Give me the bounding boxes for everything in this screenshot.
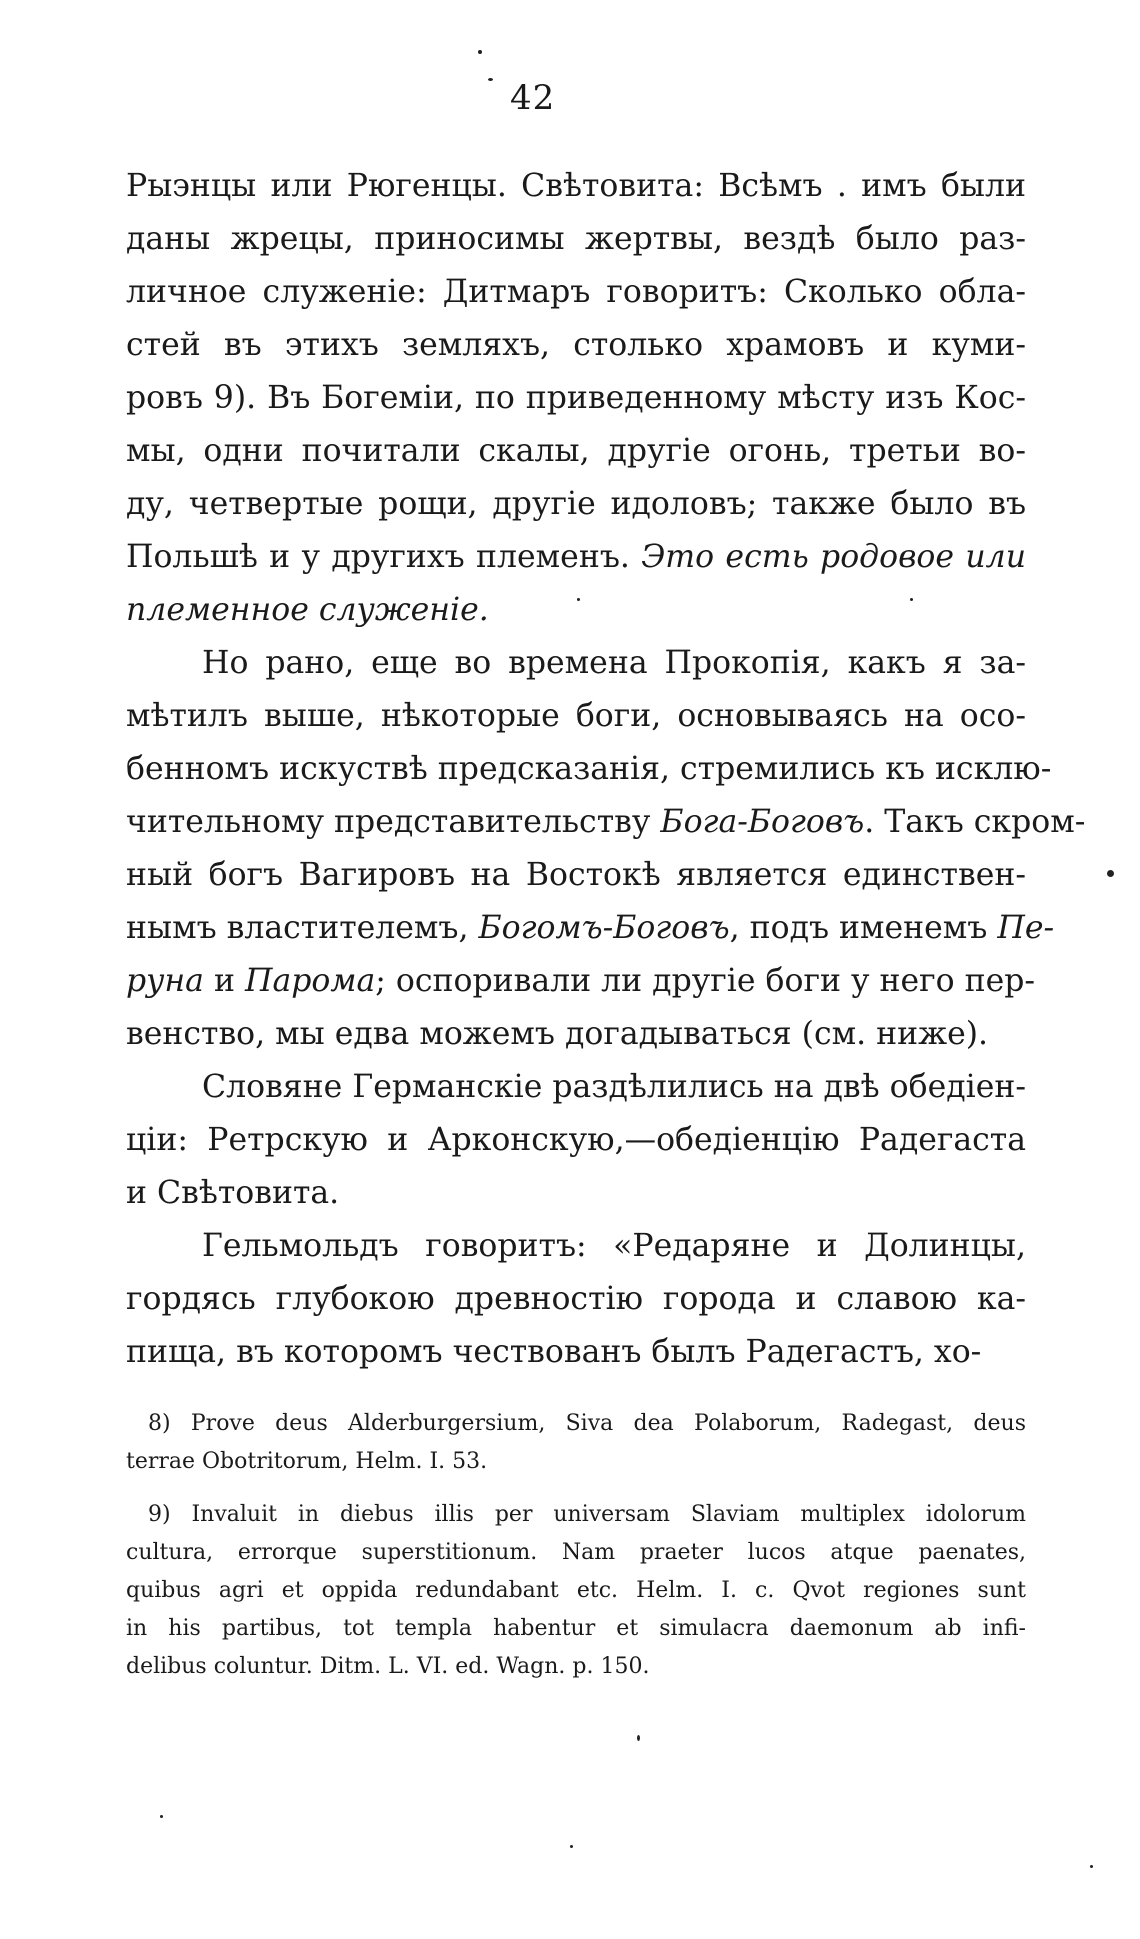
ink-speck	[1107, 870, 1114, 877]
text-line	[126, 1008, 1026, 1061]
text-line	[126, 690, 1026, 743]
text-run: , подъ именемъ	[729, 910, 998, 946]
italic-run: руна	[126, 963, 204, 999]
ink-speck	[160, 1815, 163, 1818]
text-run: и	[203, 963, 245, 999]
text-run: личное служеніе: Дитмаръ говоритъ: Сколько обла-	[126, 274, 1026, 310]
text-line	[126, 1326, 1026, 1379]
text-line	[126, 160, 1026, 213]
ink-speck	[488, 78, 493, 81]
text-run: Рыэнцы или Рюгенцы. Свѣтовита: Всѣмъ . имъ были	[126, 168, 1026, 204]
text-run: Польшѣ и у другихъ племенъ.	[126, 539, 642, 575]
text-run: мѣтилъ выше, нѣкоторые боги, основываясь на осо-	[126, 698, 1026, 734]
text-line	[126, 531, 1026, 584]
text-run: венство, мы едва можемъ догадываться (см. ниже).	[126, 1016, 989, 1052]
text-run: и Свѣтовита.	[126, 1175, 340, 1211]
text-run: бенномъ искуствѣ предсказанія, стремились къ исклю-	[126, 751, 1052, 787]
text-line	[126, 319, 1026, 372]
italic-run: племенное служеніе.	[126, 592, 489, 628]
footnote-line: quibus agri et oppida redundabant etc. Helm. I. c. Qvot regiones sunt	[126, 1578, 1026, 1603]
footnote	[126, 1405, 1026, 1481]
text-line	[126, 743, 1052, 796]
text-run: ду, четвертые рощи, другіе идоловъ; также было въ	[126, 486, 1026, 522]
text-run: мы, одни почитали скалы, другіе огонь, третьи во-	[126, 433, 1026, 469]
footnotes	[126, 1405, 1026, 1686]
text-run: . Такъ скром-	[864, 804, 1086, 840]
text-line	[126, 1273, 1026, 1326]
text-line	[126, 849, 1026, 902]
italic-run: Богомъ-Боговъ	[478, 910, 730, 946]
text-run: Но рано, еще во времена Прокопія, какъ я за-	[202, 645, 1026, 681]
paragraph	[126, 1220, 1026, 1379]
text-run: чительному представительству	[126, 804, 661, 840]
text-run: ; оспоривали ли другіе боги у него пер-	[375, 963, 1036, 999]
paragraph	[126, 637, 1086, 1061]
text-line	[126, 372, 1026, 425]
ink-speck	[1090, 1865, 1093, 1868]
text-line	[126, 266, 1026, 319]
footnote-line: in his partibus, tot templa habentur et simulacra daemonum ab infi-	[126, 1616, 1026, 1641]
text-run: ціи: Ретрскую и Арконскую,—обедіенцію Радегаста	[126, 1122, 1026, 1158]
ink-speck	[577, 598, 580, 601]
text-run: даны жрецы, приносимы жертвы, вездѣ было раз-	[126, 221, 1026, 257]
text-line	[126, 1114, 1026, 1167]
text-run: ровъ 9). Въ Богеміи, по приведенному мѣсту изъ Кос-	[126, 380, 1026, 416]
text-line	[126, 902, 1055, 955]
text-line	[126, 478, 1026, 531]
text-run: ный богъ Вагировъ на Востокѣ является единствен-	[126, 857, 1026, 893]
footnote-line: 8) Prove deus Alderburgersium, Siva dea Polaborum, Radegast, deus	[148, 1411, 1026, 1436]
main-text	[126, 160, 1086, 1379]
page-number: 42	[510, 78, 556, 118]
text-run: гордясь глубокою древностію города и славою ка-	[126, 1281, 1026, 1317]
footnote-line: 9) Invaluit in diebus illis per universam Slaviam multiplex idolorum	[148, 1502, 1026, 1527]
footnote-line: terrae Obotritorum, Helm. I. 53.	[126, 1449, 488, 1474]
footnote-line: delibus coluntur. Ditm. L. VI. ed. Wagn. p. 150.	[126, 1654, 650, 1679]
text-line	[126, 955, 1036, 1008]
ink-speck	[570, 1845, 573, 1848]
ink-speck	[910, 598, 913, 601]
text-line	[126, 637, 1026, 690]
italic-run: Пе-	[997, 910, 1055, 946]
footnote-line: cultura, errorque superstitionum. Nam praeter lucos atque paenates,	[126, 1540, 1026, 1565]
text-line	[126, 425, 1026, 478]
italic-run: Это есть родовое или	[641, 539, 1026, 575]
text-line	[126, 796, 1086, 849]
italic-run: Парома	[245, 963, 376, 999]
text-run: Гельмольдъ говоритъ: «Редаряне и Долинцы,	[202, 1228, 1026, 1264]
italic-run: Бога-Боговъ	[660, 804, 865, 840]
text-line	[126, 584, 1026, 637]
ink-speck	[478, 50, 482, 54]
text-run: стей въ этихъ земляхъ, столько храмовъ и куми-	[126, 327, 1026, 363]
ink-speck	[637, 1735, 640, 1741]
text-run: Словяне Германскіе раздѣлились на двѣ обедіен-	[202, 1069, 1026, 1105]
text-line	[126, 1220, 1026, 1273]
paragraph	[126, 1061, 1026, 1220]
footnote	[126, 1496, 1026, 1686]
text-run: нымъ властителемъ,	[126, 910, 479, 946]
paragraph	[126, 160, 1026, 637]
text-line	[126, 213, 1026, 266]
text-run: пища, въ которомъ чествованъ былъ Радегастъ, хо-	[126, 1334, 982, 1370]
text-line	[126, 1167, 1026, 1220]
text-line	[126, 1061, 1026, 1114]
